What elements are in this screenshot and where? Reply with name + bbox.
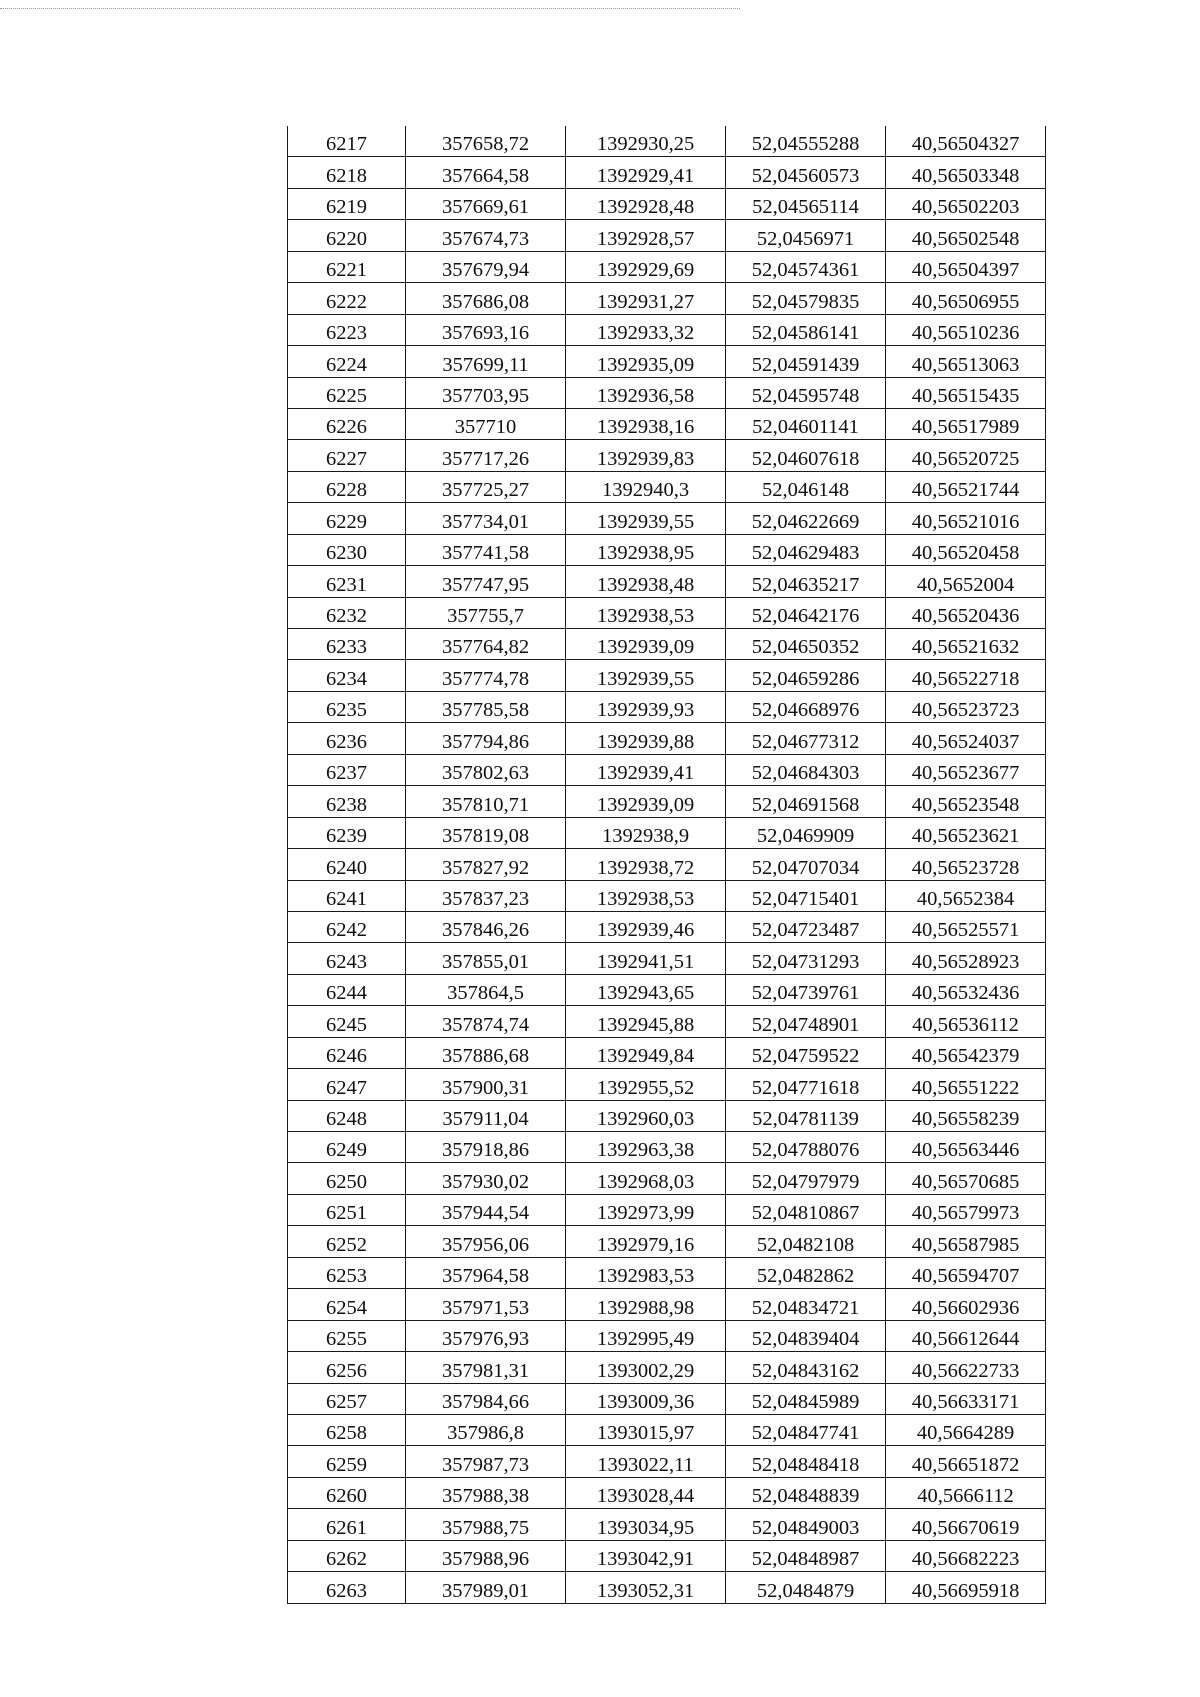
latitude-cell: 52,04845989 — [726, 1383, 886, 1414]
latitude-cell: 52,0482108 — [726, 1226, 886, 1257]
y-coordinate-cell: 1392938,53 — [566, 597, 726, 628]
point-number-cell: 6245 — [288, 1006, 406, 1037]
point-number-cell: 6221 — [288, 251, 406, 282]
longitude-cell: 40,56594707 — [886, 1257, 1046, 1288]
longitude-cell: 40,56622733 — [886, 1352, 1046, 1383]
point-number-cell: 6247 — [288, 1069, 406, 1100]
longitude-cell: 40,56515435 — [886, 377, 1046, 408]
y-coordinate-cell: 1392939,46 — [566, 911, 726, 942]
point-number-cell: 6225 — [288, 377, 406, 408]
point-number-cell: 6241 — [288, 880, 406, 911]
x-coordinate-cell: 357989,01 — [406, 1572, 566, 1603]
latitude-cell: 52,04555288 — [726, 126, 886, 157]
table-row — [288, 691, 1046, 722]
table-row — [288, 220, 1046, 251]
latitude-cell: 52,04650352 — [726, 629, 886, 660]
table-row — [288, 1414, 1046, 1445]
y-coordinate-cell: 1392939,09 — [566, 786, 726, 817]
x-coordinate-cell: 357658,72 — [406, 126, 566, 157]
latitude-cell: 52,04707034 — [726, 849, 886, 880]
x-coordinate-cell: 357679,94 — [406, 251, 566, 282]
y-coordinate-cell: 1392995,49 — [566, 1320, 726, 1351]
y-coordinate-cell: 1392928,48 — [566, 188, 726, 219]
table-row — [288, 251, 1046, 282]
y-coordinate-cell: 1393022,11 — [566, 1446, 726, 1477]
coordinates-table-container — [287, 126, 1046, 1604]
latitude-cell: 52,04574361 — [726, 251, 886, 282]
longitude-cell: 40,5652004 — [886, 566, 1046, 597]
longitude-cell: 40,56612644 — [886, 1320, 1046, 1351]
x-coordinate-cell: 357674,73 — [406, 220, 566, 251]
table-row — [288, 346, 1046, 377]
x-coordinate-cell: 357664,58 — [406, 157, 566, 188]
longitude-cell: 40,56523548 — [886, 786, 1046, 817]
point-number-cell: 6219 — [288, 188, 406, 219]
longitude-cell: 40,56523621 — [886, 817, 1046, 848]
table-row — [288, 849, 1046, 880]
latitude-cell: 52,04642176 — [726, 597, 886, 628]
y-coordinate-cell: 1392936,58 — [566, 377, 726, 408]
y-coordinate-cell: 1392930,25 — [566, 126, 726, 157]
table-row — [288, 1289, 1046, 1320]
table-row — [288, 126, 1046, 157]
table-row — [288, 1069, 1046, 1100]
point-number-cell: 6232 — [288, 597, 406, 628]
x-coordinate-cell: 357874,74 — [406, 1006, 566, 1037]
table-row — [288, 1194, 1046, 1225]
longitude-cell: 40,56503348 — [886, 157, 1046, 188]
point-number-cell: 6217 — [288, 126, 406, 157]
latitude-cell: 52,04848987 — [726, 1540, 886, 1571]
x-coordinate-cell: 357984,66 — [406, 1383, 566, 1414]
table-row — [288, 1320, 1046, 1351]
table-row — [288, 1509, 1046, 1540]
longitude-cell: 40,5666112 — [886, 1477, 1046, 1508]
x-coordinate-cell: 357837,23 — [406, 880, 566, 911]
table-row — [288, 723, 1046, 754]
x-coordinate-cell: 357827,92 — [406, 849, 566, 880]
table-row — [288, 1037, 1046, 1068]
x-coordinate-cell: 357725,27 — [406, 471, 566, 502]
x-coordinate-cell: 357964,58 — [406, 1257, 566, 1288]
latitude-cell: 52,04595748 — [726, 377, 886, 408]
table-row — [288, 1383, 1046, 1414]
point-number-cell: 6239 — [288, 817, 406, 848]
y-coordinate-cell: 1392963,38 — [566, 1132, 726, 1163]
point-number-cell: 6250 — [288, 1163, 406, 1194]
latitude-cell: 52,04579835 — [726, 283, 886, 314]
longitude-cell: 40,56587985 — [886, 1226, 1046, 1257]
y-coordinate-cell: 1392929,69 — [566, 251, 726, 282]
point-number-cell: 6244 — [288, 974, 406, 1005]
y-coordinate-cell: 1392939,41 — [566, 754, 726, 785]
table-row — [288, 471, 1046, 502]
longitude-cell: 40,56523677 — [886, 754, 1046, 785]
latitude-cell: 52,04684303 — [726, 754, 886, 785]
longitude-cell: 40,56521632 — [886, 629, 1046, 660]
longitude-cell: 40,56525571 — [886, 911, 1046, 942]
table-row — [288, 1132, 1046, 1163]
longitude-cell: 40,56536112 — [886, 1006, 1046, 1037]
x-coordinate-cell: 357956,06 — [406, 1226, 566, 1257]
point-number-cell: 6224 — [288, 346, 406, 377]
y-coordinate-cell: 1392935,09 — [566, 346, 726, 377]
point-number-cell: 6258 — [288, 1414, 406, 1445]
y-coordinate-cell: 1392933,32 — [566, 314, 726, 345]
latitude-cell: 52,04560573 — [726, 157, 886, 188]
x-coordinate-cell: 357764,82 — [406, 629, 566, 660]
point-number-cell: 6263 — [288, 1572, 406, 1603]
point-number-cell: 6261 — [288, 1509, 406, 1540]
latitude-cell: 52,0484879 — [726, 1572, 886, 1603]
longitude-cell: 40,56520458 — [886, 534, 1046, 565]
table-row — [288, 534, 1046, 565]
coordinates-table — [287, 126, 1046, 1604]
y-coordinate-cell: 1392938,9 — [566, 817, 726, 848]
y-coordinate-cell: 1392929,41 — [566, 157, 726, 188]
table-row — [288, 1257, 1046, 1288]
longitude-cell: 40,56528923 — [886, 943, 1046, 974]
point-number-cell: 6240 — [288, 849, 406, 880]
x-coordinate-cell: 357819,08 — [406, 817, 566, 848]
y-coordinate-cell: 1392938,16 — [566, 408, 726, 439]
latitude-cell: 52,04847741 — [726, 1414, 886, 1445]
y-coordinate-cell: 1392928,57 — [566, 220, 726, 251]
scan-edge-mark — [0, 8, 740, 9]
point-number-cell: 6251 — [288, 1194, 406, 1225]
table-row — [288, 597, 1046, 628]
y-coordinate-cell: 1393009,36 — [566, 1383, 726, 1414]
x-coordinate-cell: 357734,01 — [406, 503, 566, 534]
table-row — [288, 440, 1046, 471]
longitude-cell: 40,56504327 — [886, 126, 1046, 157]
y-coordinate-cell: 1392988,98 — [566, 1289, 726, 1320]
y-coordinate-cell: 1392931,27 — [566, 283, 726, 314]
table-row — [288, 974, 1046, 1005]
x-coordinate-cell: 357794,86 — [406, 723, 566, 754]
x-coordinate-cell: 357988,75 — [406, 1509, 566, 1540]
longitude-cell: 40,56602936 — [886, 1289, 1046, 1320]
x-coordinate-cell: 357741,58 — [406, 534, 566, 565]
longitude-cell: 40,56579973 — [886, 1194, 1046, 1225]
latitude-cell: 52,04723487 — [726, 911, 886, 942]
table-row — [288, 503, 1046, 534]
y-coordinate-cell: 1392939,55 — [566, 503, 726, 534]
table-row — [288, 786, 1046, 817]
x-coordinate-cell: 357864,5 — [406, 974, 566, 1005]
latitude-cell: 52,04622669 — [726, 503, 886, 534]
x-coordinate-cell: 357699,11 — [406, 346, 566, 377]
latitude-cell: 52,04843162 — [726, 1352, 886, 1383]
point-number-cell: 6229 — [288, 503, 406, 534]
y-coordinate-cell: 1392938,53 — [566, 880, 726, 911]
latitude-cell: 52,04739761 — [726, 974, 886, 1005]
longitude-cell: 40,56520725 — [886, 440, 1046, 471]
longitude-cell: 40,56532436 — [886, 974, 1046, 1005]
table-row — [288, 157, 1046, 188]
point-number-cell: 6231 — [288, 566, 406, 597]
x-coordinate-cell: 357886,68 — [406, 1037, 566, 1068]
point-number-cell: 6259 — [288, 1446, 406, 1477]
latitude-cell: 52,04797979 — [726, 1163, 886, 1194]
y-coordinate-cell: 1392979,16 — [566, 1226, 726, 1257]
x-coordinate-cell: 357855,01 — [406, 943, 566, 974]
x-coordinate-cell: 357810,71 — [406, 786, 566, 817]
longitude-cell: 40,56502203 — [886, 188, 1046, 219]
latitude-cell: 52,04586141 — [726, 314, 886, 345]
point-number-cell: 6228 — [288, 471, 406, 502]
latitude-cell: 52,04849003 — [726, 1509, 886, 1540]
longitude-cell: 40,56682223 — [886, 1540, 1046, 1571]
y-coordinate-cell: 1393042,91 — [566, 1540, 726, 1571]
latitude-cell: 52,04629483 — [726, 534, 886, 565]
y-coordinate-cell: 1393034,95 — [566, 1509, 726, 1540]
x-coordinate-cell: 357755,7 — [406, 597, 566, 628]
longitude-cell: 40,5652384 — [886, 880, 1046, 911]
latitude-cell: 52,04591439 — [726, 346, 886, 377]
longitude-cell: 40,56563446 — [886, 1132, 1046, 1163]
y-coordinate-cell: 1392949,84 — [566, 1037, 726, 1068]
x-coordinate-cell: 357774,78 — [406, 660, 566, 691]
longitude-cell: 40,56523723 — [886, 691, 1046, 722]
latitude-cell: 52,04635217 — [726, 566, 886, 597]
longitude-cell: 40,56670619 — [886, 1509, 1046, 1540]
point-number-cell: 6236 — [288, 723, 406, 754]
point-number-cell: 6242 — [288, 911, 406, 942]
longitude-cell: 40,56513063 — [886, 346, 1046, 377]
y-coordinate-cell: 1392939,09 — [566, 629, 726, 660]
point-number-cell: 6255 — [288, 1320, 406, 1351]
longitude-cell: 40,56542379 — [886, 1037, 1046, 1068]
point-number-cell: 6235 — [288, 691, 406, 722]
x-coordinate-cell: 357918,86 — [406, 1132, 566, 1163]
x-coordinate-cell: 357988,38 — [406, 1477, 566, 1508]
y-coordinate-cell: 1392939,55 — [566, 660, 726, 691]
longitude-cell: 40,56506955 — [886, 283, 1046, 314]
longitude-cell: 40,56522718 — [886, 660, 1046, 691]
x-coordinate-cell: 357846,26 — [406, 911, 566, 942]
longitude-cell: 40,5664289 — [886, 1414, 1046, 1445]
latitude-cell: 52,04788076 — [726, 1132, 886, 1163]
table-row — [288, 314, 1046, 345]
y-coordinate-cell: 1393052,31 — [566, 1572, 726, 1603]
table-row — [288, 880, 1046, 911]
latitude-cell: 52,04810867 — [726, 1194, 886, 1225]
longitude-cell: 40,56521016 — [886, 503, 1046, 534]
latitude-cell: 52,04834721 — [726, 1289, 886, 1320]
coordinates-table-body — [288, 126, 1046, 1603]
y-coordinate-cell: 1392940,3 — [566, 471, 726, 502]
y-coordinate-cell: 1393015,97 — [566, 1414, 726, 1445]
table-row — [288, 188, 1046, 219]
y-coordinate-cell: 1392938,72 — [566, 849, 726, 880]
longitude-cell: 40,56558239 — [886, 1100, 1046, 1131]
latitude-cell: 52,04677312 — [726, 723, 886, 754]
x-coordinate-cell: 357693,16 — [406, 314, 566, 345]
point-number-cell: 6243 — [288, 943, 406, 974]
x-coordinate-cell: 357976,93 — [406, 1320, 566, 1351]
table-row — [288, 377, 1046, 408]
latitude-cell: 52,046148 — [726, 471, 886, 502]
point-number-cell: 6249 — [288, 1132, 406, 1163]
x-coordinate-cell: 357930,02 — [406, 1163, 566, 1194]
latitude-cell: 52,04848839 — [726, 1477, 886, 1508]
x-coordinate-cell: 357986,8 — [406, 1414, 566, 1445]
y-coordinate-cell: 1392943,65 — [566, 974, 726, 1005]
longitude-cell: 40,56523728 — [886, 849, 1046, 880]
x-coordinate-cell: 357988,96 — [406, 1540, 566, 1571]
latitude-cell: 52,0469909 — [726, 817, 886, 848]
latitude-cell: 52,0482862 — [726, 1257, 886, 1288]
x-coordinate-cell: 357971,53 — [406, 1289, 566, 1320]
table-row — [288, 1572, 1046, 1603]
table-row — [288, 1352, 1046, 1383]
y-coordinate-cell: 1393028,44 — [566, 1477, 726, 1508]
longitude-cell: 40,56517989 — [886, 408, 1046, 439]
x-coordinate-cell: 357669,61 — [406, 188, 566, 219]
x-coordinate-cell: 357710 — [406, 408, 566, 439]
point-number-cell: 6254 — [288, 1289, 406, 1320]
y-coordinate-cell: 1392938,48 — [566, 566, 726, 597]
table-row — [288, 1226, 1046, 1257]
x-coordinate-cell: 357900,31 — [406, 1069, 566, 1100]
point-number-cell: 6234 — [288, 660, 406, 691]
longitude-cell: 40,56551222 — [886, 1069, 1046, 1100]
x-coordinate-cell: 357802,63 — [406, 754, 566, 785]
table-row — [288, 817, 1046, 848]
latitude-cell: 52,04715401 — [726, 880, 886, 911]
point-number-cell: 6253 — [288, 1257, 406, 1288]
table-row — [288, 566, 1046, 597]
x-coordinate-cell: 357717,26 — [406, 440, 566, 471]
latitude-cell: 52,04565114 — [726, 188, 886, 219]
table-row — [288, 1477, 1046, 1508]
table-row — [288, 660, 1046, 691]
point-number-cell: 6237 — [288, 754, 406, 785]
point-number-cell: 6227 — [288, 440, 406, 471]
latitude-cell: 52,04771618 — [726, 1069, 886, 1100]
table-row — [288, 1100, 1046, 1131]
longitude-cell: 40,56524037 — [886, 723, 1046, 754]
x-coordinate-cell: 357911,04 — [406, 1100, 566, 1131]
y-coordinate-cell: 1392960,03 — [566, 1100, 726, 1131]
point-number-cell: 6260 — [288, 1477, 406, 1508]
table-row — [288, 1163, 1046, 1194]
point-number-cell: 6256 — [288, 1352, 406, 1383]
latitude-cell: 52,04748901 — [726, 1006, 886, 1037]
table-row — [288, 408, 1046, 439]
y-coordinate-cell: 1392939,83 — [566, 440, 726, 471]
point-number-cell: 6222 — [288, 283, 406, 314]
point-number-cell: 6238 — [288, 786, 406, 817]
point-number-cell: 6218 — [288, 157, 406, 188]
point-number-cell: 6246 — [288, 1037, 406, 1068]
table-row — [288, 1006, 1046, 1037]
latitude-cell: 52,04668976 — [726, 691, 886, 722]
longitude-cell: 40,56651872 — [886, 1446, 1046, 1477]
point-number-cell: 6257 — [288, 1383, 406, 1414]
longitude-cell: 40,56504397 — [886, 251, 1046, 282]
longitude-cell: 40,56695918 — [886, 1572, 1046, 1603]
y-coordinate-cell: 1393002,29 — [566, 1352, 726, 1383]
y-coordinate-cell: 1392941,51 — [566, 943, 726, 974]
x-coordinate-cell: 357747,95 — [406, 566, 566, 597]
y-coordinate-cell: 1392939,93 — [566, 691, 726, 722]
latitude-cell: 52,04691568 — [726, 786, 886, 817]
point-number-cell: 6248 — [288, 1100, 406, 1131]
point-number-cell: 6230 — [288, 534, 406, 565]
y-coordinate-cell: 1392973,99 — [566, 1194, 726, 1225]
latitude-cell: 52,04781139 — [726, 1100, 886, 1131]
table-row — [288, 911, 1046, 942]
longitude-cell: 40,56510236 — [886, 314, 1046, 345]
x-coordinate-cell: 357686,08 — [406, 283, 566, 314]
latitude-cell: 52,04601141 — [726, 408, 886, 439]
point-number-cell: 6252 — [288, 1226, 406, 1257]
table-row — [288, 1540, 1046, 1571]
latitude-cell: 52,04839404 — [726, 1320, 886, 1351]
point-number-cell: 6226 — [288, 408, 406, 439]
table-row — [288, 629, 1046, 660]
y-coordinate-cell: 1392968,03 — [566, 1163, 726, 1194]
longitude-cell: 40,56570685 — [886, 1163, 1046, 1194]
latitude-cell: 52,04659286 — [726, 660, 886, 691]
table-row — [288, 1446, 1046, 1477]
longitude-cell: 40,56520436 — [886, 597, 1046, 628]
latitude-cell: 52,04759522 — [726, 1037, 886, 1068]
x-coordinate-cell: 357703,95 — [406, 377, 566, 408]
point-number-cell: 6220 — [288, 220, 406, 251]
y-coordinate-cell: 1392939,88 — [566, 723, 726, 754]
longitude-cell: 40,56633171 — [886, 1383, 1046, 1414]
latitude-cell: 52,0456971 — [726, 220, 886, 251]
table-row — [288, 943, 1046, 974]
x-coordinate-cell: 357987,73 — [406, 1446, 566, 1477]
x-coordinate-cell: 357981,31 — [406, 1352, 566, 1383]
x-coordinate-cell: 357785,58 — [406, 691, 566, 722]
point-number-cell: 6262 — [288, 1540, 406, 1571]
y-coordinate-cell: 1392983,53 — [566, 1257, 726, 1288]
x-coordinate-cell: 357944,54 — [406, 1194, 566, 1225]
y-coordinate-cell: 1392938,95 — [566, 534, 726, 565]
latitude-cell: 52,04848418 — [726, 1446, 886, 1477]
table-row — [288, 754, 1046, 785]
longitude-cell: 40,56521744 — [886, 471, 1046, 502]
latitude-cell: 52,04607618 — [726, 440, 886, 471]
table-row — [288, 283, 1046, 314]
y-coordinate-cell: 1392955,52 — [566, 1069, 726, 1100]
y-coordinate-cell: 1392945,88 — [566, 1006, 726, 1037]
point-number-cell: 6223 — [288, 314, 406, 345]
latitude-cell: 52,04731293 — [726, 943, 886, 974]
longitude-cell: 40,56502548 — [886, 220, 1046, 251]
point-number-cell: 6233 — [288, 629, 406, 660]
